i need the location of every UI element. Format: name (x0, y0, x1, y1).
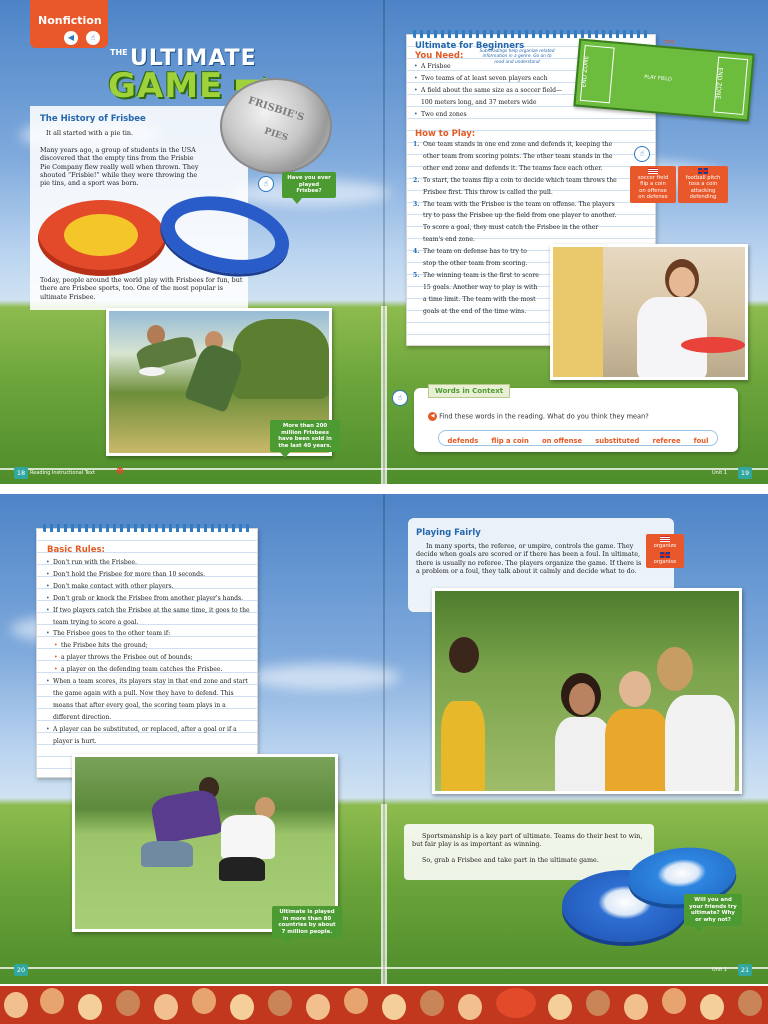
cloud (250, 664, 400, 690)
playing-fairly-heading: Playing Fairly (416, 528, 481, 538)
list-item: 1. One team stands in one end zone and defends it, keeping the other team from scoring points. The other team stands in the other end zone and defends it. The teams face each other. (413, 141, 613, 172)
us-word: organize (653, 543, 677, 549)
list-item: • a player on the defending team catches the Frisbee. (45, 664, 253, 676)
you-need-list (413, 61, 563, 121)
list-item: • The Frisbee goes to the other team if: (45, 628, 253, 640)
list-item: 3. The team with the Frisbee is the team on offense. The players try to pass the Frisbee up the field from one player to another. To score a goal, they must catch the Frisbee in the other team's end zone. (413, 200, 617, 244)
words-in-context-prompt (428, 412, 649, 421)
list-item: • Two teams of at least seven players each (413, 73, 563, 85)
history-paragraph-3: Today, people around the world play with Frisbees for fun, but there are Frisbee sports, too. One of the most popular is ultimate Frisbee. (40, 276, 243, 301)
cartoon-face (40, 988, 64, 1014)
beginners-heading: Ultimate for Beginners (415, 41, 525, 51)
list-item: • Don't make contact with other players. (45, 581, 253, 593)
list-item: 2. To start, the teams flip a coin to decide which team throws the Frisbee first. This throw is called the pull. (413, 176, 617, 196)
player-body (665, 695, 735, 794)
history-paragraph-2: Many years ago, a group of students in the USA discovered that the empty tins from the Frisbie Pie Company flew really well when thrown. They shouted “Frisbie!” while they were throwing the pie tins, and a sport was born. (40, 146, 199, 188)
list-item: • Don't run with the Frisbee. (45, 557, 253, 569)
footer-right: Unit 1 (712, 470, 727, 476)
notebook-spiral (413, 30, 649, 38)
title-game: GAME (108, 66, 224, 106)
page-number: 19 (738, 467, 752, 479)
pie-tin-text-1: FRISBIE'S (246, 95, 306, 124)
cartoon-face (154, 994, 178, 1020)
cartoon-face (624, 994, 648, 1020)
list-item: • When a team scores, its players stay in that end zone and start the game again with a pull. Now they have to defend. This means that after every goal, the scoring team plays in a different direction. (45, 676, 253, 724)
hand-pointer-icon[interactable]: ☝ (392, 390, 408, 406)
step-text: The winning team is the first to score 15 goals. Another way to play is with a time limit. The team with the most goals at the end of the time wins. (423, 271, 539, 315)
player-hair (657, 647, 693, 691)
page-gutter (383, 494, 385, 984)
cartoon-ball (496, 988, 536, 1018)
cartoon-face (4, 992, 28, 1018)
list-item: • A player can be substituted, or replaced, after a goal or if a player is hurt. (45, 724, 253, 748)
end-zone-left-label: END ZONE (580, 55, 591, 88)
vocab-word[interactable]: on offense (541, 437, 583, 445)
player-shorts (219, 857, 265, 881)
pie-tin-image (220, 78, 332, 174)
callout-played-frisbee: Have you ever played Frisbee? (282, 172, 336, 198)
step-text: The team on defense has to try to stop the other team from scoring. (423, 248, 528, 268)
uk-vocab-box (678, 166, 728, 203)
uk-flag-icon (660, 552, 670, 558)
section-tab (30, 0, 108, 48)
footer-left: Reading Instructional Text (30, 470, 95, 476)
history-paragraph-1: It all started with a pie tin. (46, 129, 134, 137)
uk-word: defending (689, 194, 717, 201)
us-flag-icon (660, 536, 670, 542)
end-zone-right (713, 57, 748, 115)
uk-word: football pitch (685, 175, 721, 181)
cartoon-face (268, 990, 292, 1016)
list-item: • Don't grab or knock the Frisbee from another player's hands. (45, 593, 253, 605)
pink-frisbee (681, 337, 745, 353)
speaker-icon[interactable]: ◀ (428, 412, 437, 421)
vocab-word[interactable]: defends (447, 437, 479, 445)
list-item: • A Frisbee (413, 61, 563, 73)
step-text: To start, the teams flip a coin to decide which team throws the Frisbee first. This throw is called the pull. (423, 176, 617, 196)
uk-word: attacking (690, 187, 716, 194)
team-huddle-photo (432, 588, 742, 794)
sticky-note: Subheadings help organize related information in a genre. Go on to read and understand (479, 49, 555, 65)
footer-right: Unit 1 (712, 967, 727, 973)
title-the: THE (110, 48, 128, 57)
organize-vocab-box (646, 534, 684, 568)
history-heading: The History of Frisbee (40, 114, 146, 124)
section-tab-label: Nonfiction (38, 14, 102, 27)
title-ultimate: ULTIMATE (130, 46, 257, 71)
basic-rules-notebook (36, 528, 258, 778)
cartoon-face (738, 990, 762, 1016)
end-zone-right-label: END ZONE (714, 67, 724, 100)
player-face (569, 683, 595, 715)
spread-pages-18-19 (0, 0, 768, 484)
frisbee-center (64, 214, 138, 256)
list-item: • A field about the same size as a soccer field—100 meters long, and 37 meters wide (413, 85, 563, 109)
rules-list-wrap (45, 557, 253, 748)
cartoon-face (116, 990, 140, 1016)
end-zone-left (580, 45, 615, 103)
girl-face (669, 267, 695, 297)
vocab-word[interactable]: foul (693, 437, 709, 445)
player-body (441, 701, 485, 794)
page-number: 20 (14, 964, 28, 976)
player-head (449, 637, 479, 673)
red-frisbee-image (38, 200, 166, 276)
cartoon-face (458, 994, 482, 1020)
player-body (135, 334, 197, 372)
step-text: One team stands in one end zone and defends it, keeping the other team from scoring points. The other team stands in the other end zone and defends it. The teams face each other. (423, 141, 613, 172)
callout-frisbees-sold: More than 200 million Frisbees have been sold in the last 40 years. (270, 420, 340, 452)
list-item: • a player throws the Frisbee out of bounds; (45, 652, 253, 664)
sub-rules-list (45, 640, 253, 676)
frisbee-in-air (139, 367, 165, 376)
cartoon-face (420, 990, 444, 1016)
us-word: flip a coin (640, 181, 666, 188)
callout-friends: Will you and your friends try ultimate? Why or why not? (684, 894, 742, 926)
words-in-context-panel (414, 388, 738, 452)
cartoon-face (700, 994, 724, 1020)
player-body (605, 709, 669, 794)
characters-icon: ☻ (116, 467, 125, 477)
uk-word: toss a coin (688, 181, 718, 188)
pie-tin-text-2: PIES (262, 126, 290, 144)
notebook-spiral (43, 524, 251, 532)
you-need-label: You Need: (415, 51, 464, 61)
hand-pointer-icon[interactable]: ☝ (258, 176, 274, 192)
vocab-word[interactable]: flip a coin (491, 437, 529, 445)
callout-countries: Ultimate is played in more than 80 countries by about 7 million people. (272, 906, 342, 938)
us-vocab-box (630, 166, 676, 203)
spread-pages-20-21 (0, 494, 768, 984)
vocab-word[interactable]: referee (652, 437, 681, 445)
words-in-context-heading: Words in Context (428, 384, 510, 398)
cartoon-face (230, 994, 254, 1020)
cartoon-face (344, 988, 368, 1014)
speaker-icon[interactable]: ◀ (64, 31, 78, 45)
cartoon-face (548, 994, 572, 1020)
list-item: • Don't hold the Frisbee for more than 10 seconds. (45, 569, 253, 581)
playing-fairly-text: In many sports, the referee, or umpire, controls the game. They decide when goals are scored or if there has been a foul. In ultimate, there is usually no referee. The players organize the game. If there is a problem or a foul, they talk about it calmly and decide what to do. (416, 542, 642, 575)
background-wall (553, 247, 603, 380)
page-number: 18 (14, 467, 28, 479)
closing-paragraph-1: Sportsmanship is a key part of ultimate. Teams do their best to win, but fair play is as important as winning. (412, 832, 643, 849)
player-body (150, 788, 223, 845)
play-field-label: PLAY FIELD (643, 74, 673, 83)
us-word: on offense (639, 187, 667, 194)
rules-list-after (45, 676, 253, 747)
player-shorts (141, 841, 193, 867)
page-gutter (383, 0, 385, 484)
cartoon-face (662, 988, 686, 1014)
step-text: The team with the Frisbee is the team on offense. The players try to pass the Frisbee up the field from one player to another. To score a goal, they must catch the Frisbee in the other team's end zone. (423, 200, 617, 244)
hand-pointer-icon[interactable]: ☝ (634, 146, 650, 162)
vocab-word[interactable]: substituted (595, 437, 640, 445)
list-item: 5. The winning team is the first to score 15 goals. Another way to play is with a time limit. The team with the most goals at the end of the time wins. (413, 271, 539, 315)
cartoon-face (382, 994, 406, 1020)
how-to-play-label: How to Play: (415, 129, 476, 139)
us-word: on defense (638, 194, 668, 201)
uk-flag-icon (698, 168, 708, 174)
cartoon-face (78, 994, 102, 1020)
player-face (619, 671, 651, 707)
list-item: • the Frisbee hits the ground; (45, 640, 253, 652)
cartoon-face (586, 990, 610, 1016)
vocab-word-bar (438, 430, 718, 446)
list-item: • If two players catch the Frisbee at the same time, it goes to the team trying to score a goal. (45, 605, 253, 629)
cartoon-crowd-banner (0, 986, 768, 1024)
basic-rules-heading: Basic Rules: (47, 545, 105, 555)
closing-paragraph-2: So, grab a Frisbee and take part in the ultimate game. (422, 856, 599, 864)
list-item: • Two end zones (413, 109, 563, 121)
field-diagram-label: TIPS (664, 40, 675, 46)
page-number: 21 (738, 964, 752, 976)
cartoon-face (192, 988, 216, 1014)
us-word: soccer field (637, 175, 669, 181)
player-body (221, 815, 275, 859)
hand-pointer-icon[interactable]: ☝ (86, 31, 100, 45)
girl-with-frisbee-photo (550, 244, 748, 380)
uk-word: organise (653, 559, 677, 566)
us-flag-icon (648, 168, 658, 174)
rules-list (45, 557, 253, 640)
tree (233, 319, 329, 399)
cartoon-face (306, 994, 330, 1020)
prompt-text: Find these words in the reading. What do you think they mean? (439, 412, 649, 421)
player-body (555, 717, 611, 794)
list-item: 4. The team on defense has to try to stop the other team from scoring. (413, 248, 528, 268)
